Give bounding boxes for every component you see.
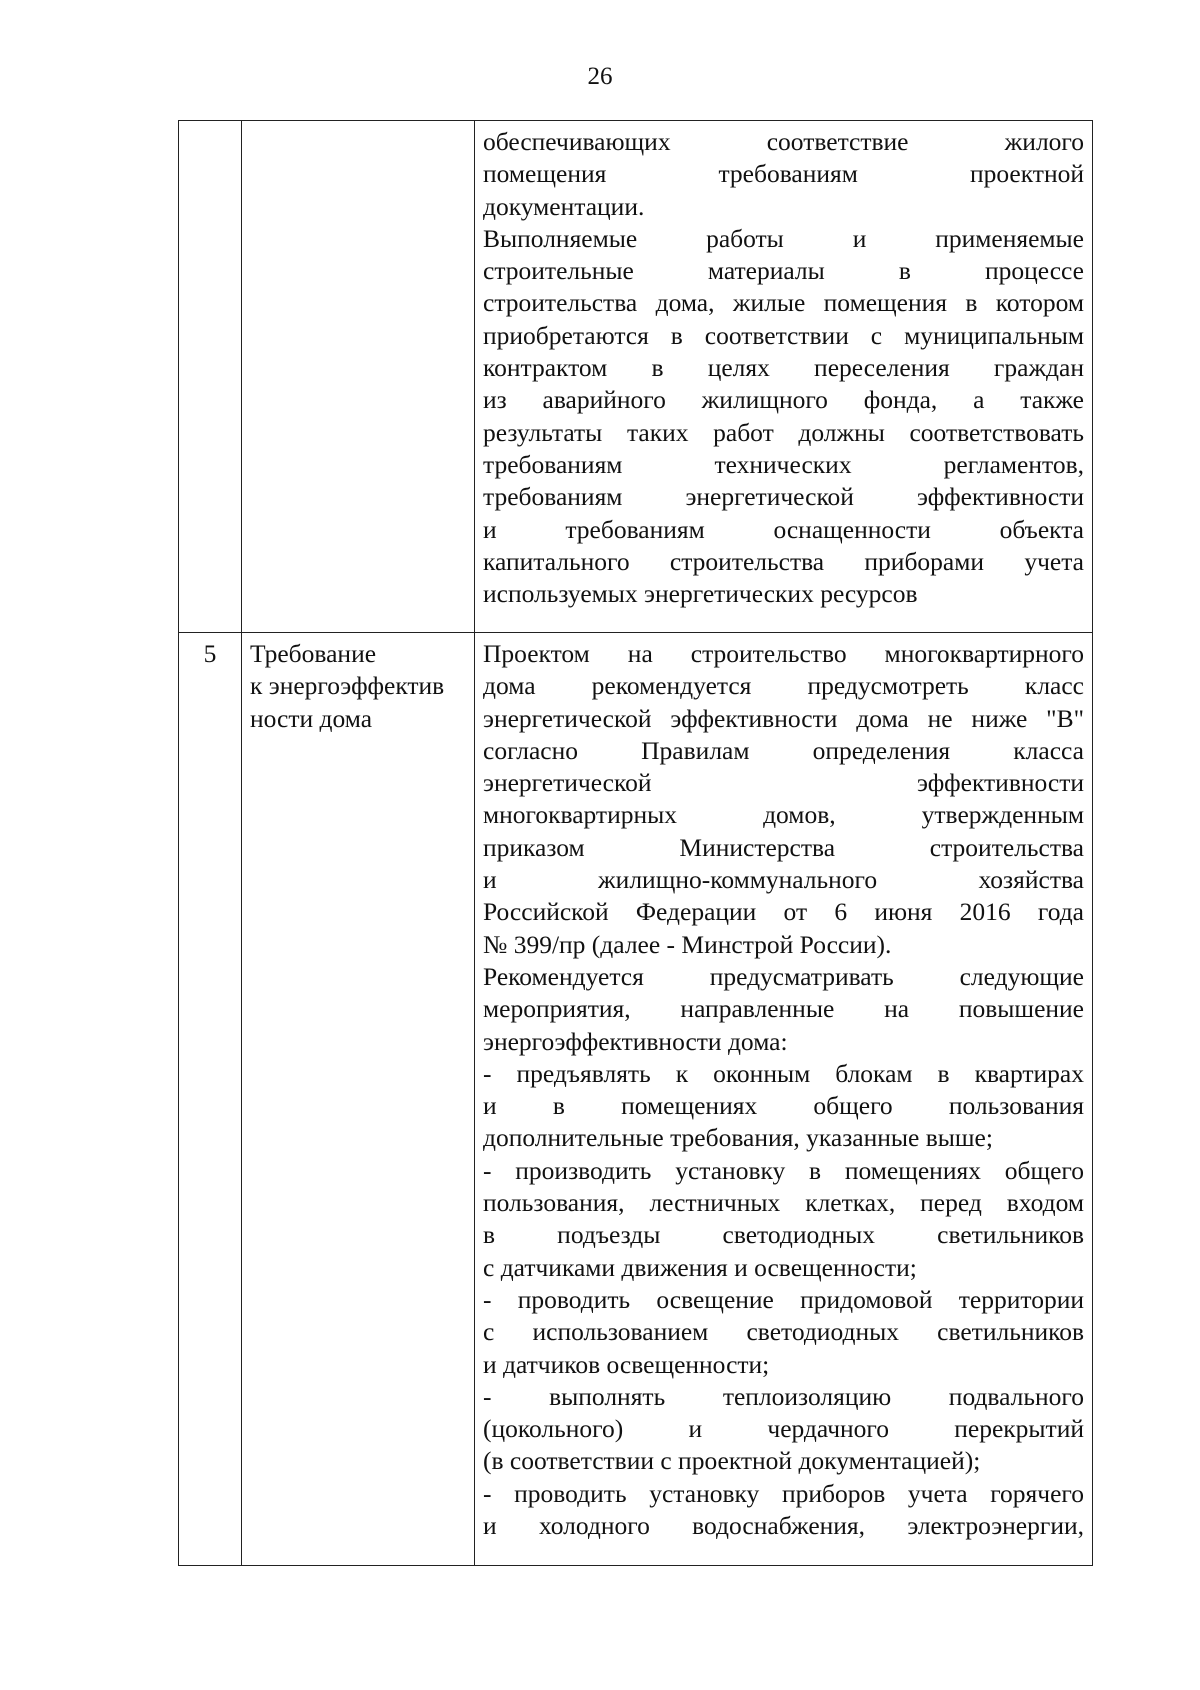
content-line: строительства дома, жилые помещения в котором (483, 288, 1084, 318)
content-line: № 399/пр (далее - Минстрой России). (483, 929, 892, 959)
content-line: с использованием светодиодных светильников (483, 1317, 1084, 1347)
content-line: - производить установку в помещениях общего (483, 1155, 1084, 1185)
content-line: пользования, лестничных клетках, перед входом (483, 1188, 1084, 1218)
page-number: 26 (587, 63, 613, 90)
content-line: энергетической эффективности (483, 768, 1084, 798)
content-line: строительные материалы в процессе (483, 256, 1084, 286)
row-content-cell (475, 121, 1093, 633)
content-line: из аварийного жилищного фонда, а также (483, 385, 1084, 415)
content-line: приказом Министерства строительства (483, 832, 1084, 862)
row-number-cell: 5 (179, 633, 242, 1566)
name-line: к энергоэффектив (250, 671, 445, 701)
row-content-cell (475, 633, 1093, 1566)
content-line: и датчиков освещенности; (483, 1349, 770, 1379)
content-line: приобретаются в соответствии с муниципальным (483, 320, 1084, 350)
table-row (179, 121, 1093, 633)
content-line: Проектом на строительство многоквартирного (483, 639, 1084, 668)
content-line: энергоэффективности дома: (483, 1026, 788, 1056)
content-line: - проводить установку приборов учета горячего (483, 1478, 1084, 1508)
content-line: капитального строительства приборами учета (483, 546, 1084, 576)
content-line: в подъезды светодиодных светильников (483, 1220, 1084, 1250)
content-line: (в соответствии с проектной документацией); (483, 1446, 981, 1476)
content-line: согласно Правилам определения класса (483, 735, 1084, 765)
content-line: - предъявлять к оконным блокам в квартирах (483, 1058, 1084, 1088)
content-line: мероприятия, направленные на повышение (483, 994, 1084, 1024)
content-line: - проводить освещение придомовой территории (483, 1284, 1084, 1314)
content-line: энергетической эффективности дома не ниже "B" (483, 703, 1084, 733)
requirements-table (178, 120, 1093, 1566)
content-line: Российской Федерации от 6 июня 2016 года (483, 897, 1084, 927)
content-line: контрактом в целях переселения граждан (483, 353, 1084, 383)
name-line: Требование (250, 639, 377, 668)
content-line: многоквартирных домов, утвержденным (483, 800, 1084, 830)
content-line: требованиям технических регламентов, (483, 449, 1084, 479)
row-name-cell (242, 121, 475, 633)
content-line: - выполнять теплоизоляцию подвального (483, 1381, 1084, 1411)
content-line: результаты таких работ должны соответствовать (483, 417, 1084, 447)
row-number-cell (179, 121, 242, 633)
row-name-cell (242, 633, 475, 1566)
content-line: (цокольного) и чердачного перекрытий (483, 1414, 1084, 1444)
content-line: и холодного водоснабжения, электроэнергии, (483, 1511, 1084, 1541)
content-line: дополнительные требования, указанные выше; (483, 1123, 993, 1153)
content-line: Выполняемые работы и применяемые (483, 223, 1084, 253)
content-line: используемых энергетических ресурсов (483, 579, 918, 609)
content-line: дома рекомендуется предусмотреть класс (483, 671, 1084, 701)
content-line: документации. (483, 191, 645, 221)
table-row (179, 633, 1093, 1566)
content-line: обеспечивающих соответствие жилого (483, 127, 1084, 156)
content-line: и требованиям оснащенности объекта (483, 514, 1084, 544)
content-line: Рекомендуется предусматривать следующие (483, 961, 1084, 991)
content-line: с датчиками движения и освещенности; (483, 1252, 917, 1282)
name-line: ности дома (250, 703, 373, 733)
content-line: требованиям энергетической эффективности (483, 482, 1084, 512)
content-line: и жилищно-коммунального хозяйства (483, 865, 1084, 895)
content-line: помещения требованиям проектной (483, 159, 1084, 189)
content-line: и в помещениях общего пользования (483, 1091, 1084, 1121)
